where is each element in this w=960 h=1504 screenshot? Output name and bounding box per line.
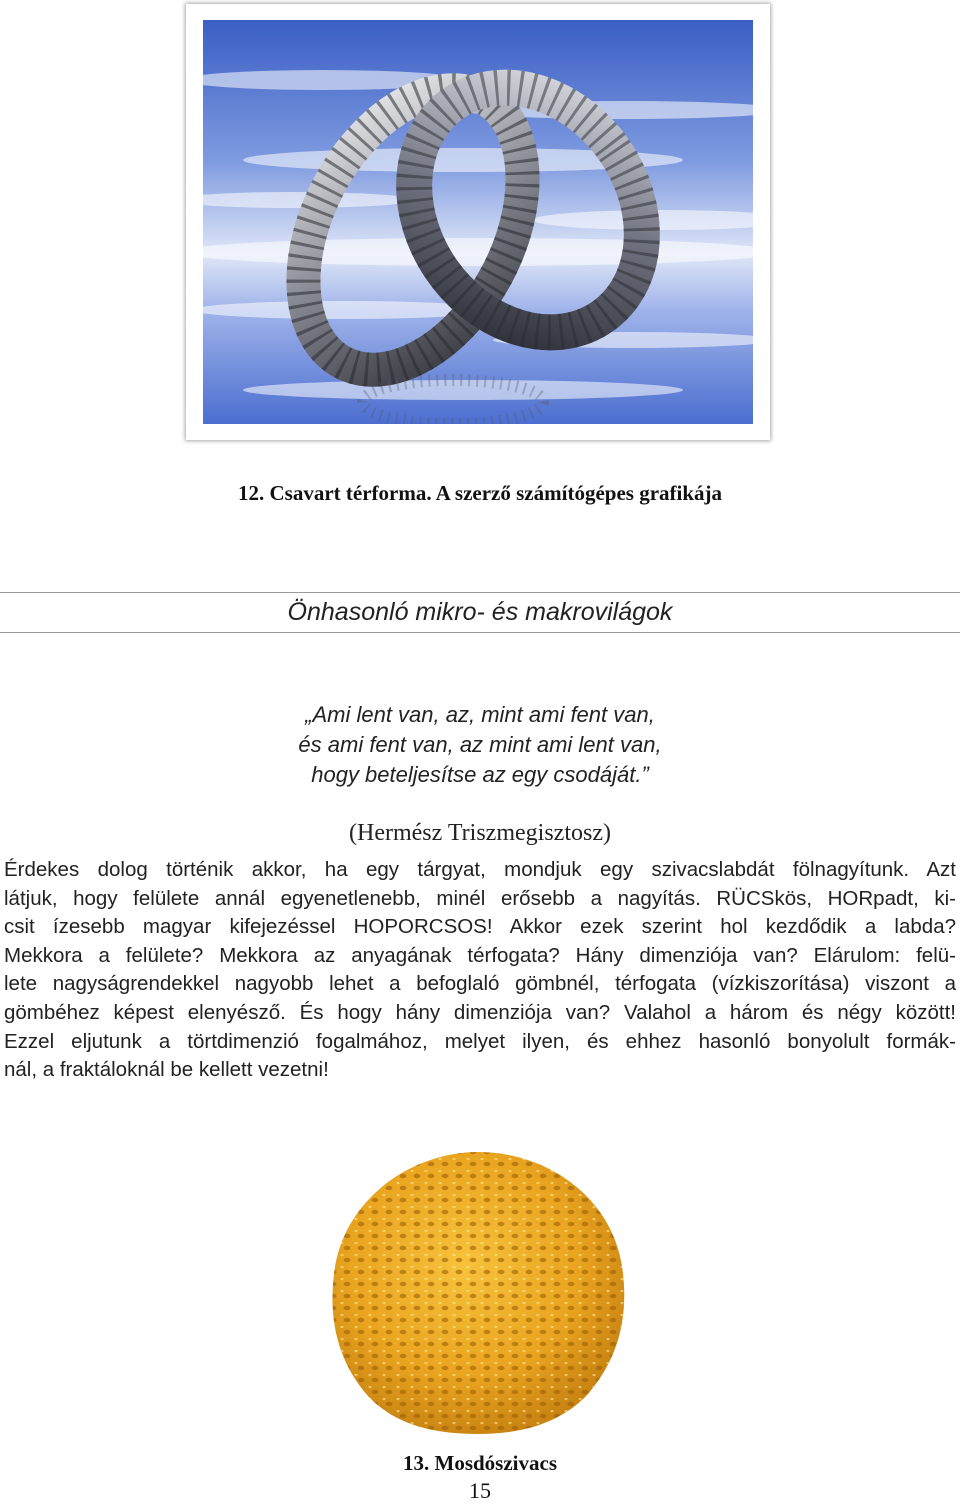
paragraph-line: nál, a fraktáloknál be kellett vezetni! — [4, 1058, 329, 1082]
quote-attribution: (Hermész Triszmegisztosz) — [349, 820, 611, 846]
paragraph-line: csit ízesebb magyar kifejezéssel HOPORCSOS! Akkor ezek szerint hol kezdődik a labda? — [4, 915, 956, 939]
paragraph-line: lete nagyságrendekkel nagyobb lehet a befoglaló gömbnél, térfogata (vízkiszorítása) viszont a — [4, 972, 956, 996]
page-number: 15 — [469, 1478, 491, 1503]
body-paragraph — [4, 856, 956, 1085]
twisted-torus-image — [203, 20, 753, 424]
paragraph-line: Ezzel eljutunk a törtdimenzió fogalmához, melyet ilyen, és ehhez hasonló bonyolult formák- — [4, 1029, 956, 1053]
figure-13-caption: 13. Mosdószivacs — [403, 1451, 557, 1475]
quote-line: „Ami lent van, az, mint ami fent van, — [305, 702, 655, 727]
sponge-image — [326, 1146, 630, 1438]
figure-12-caption: 12. Csavart térforma. A szerző számítógépes grafikája — [237, 481, 723, 505]
section-title: Önhasonló mikro- és makrovilágok — [287, 598, 673, 626]
paragraph-line: Mekkora a felülete? Mekkora az anyagának térfogata? Hány dimenziója van? Elárulom: felü- — [4, 943, 956, 967]
section-rule-top — [0, 592, 960, 593]
quote-line: hogy beteljesítse az egy csodáját.” — [311, 762, 649, 787]
paragraph-line: gömbéhez képest elenyésző. És hogy hány dimenziója van? Valahol a három és négy között! — [4, 1000, 956, 1024]
section-rule-bottom — [0, 632, 960, 633]
paragraph-line: Érdekes dolog történik akkor, ha egy tárgyat, mondjuk egy szivacslabdát fölnagyítunk. Azt — [4, 858, 956, 881]
quote-line: és ami fent van, az mint ami lent van, — [298, 732, 662, 757]
figure-12-frame — [186, 4, 770, 440]
paragraph-line: látjuk, hogy felülete annál egyenetlenebb, minél erősebb a nagyítás. RÜCSkös, HORpadt, ki- — [4, 886, 956, 910]
